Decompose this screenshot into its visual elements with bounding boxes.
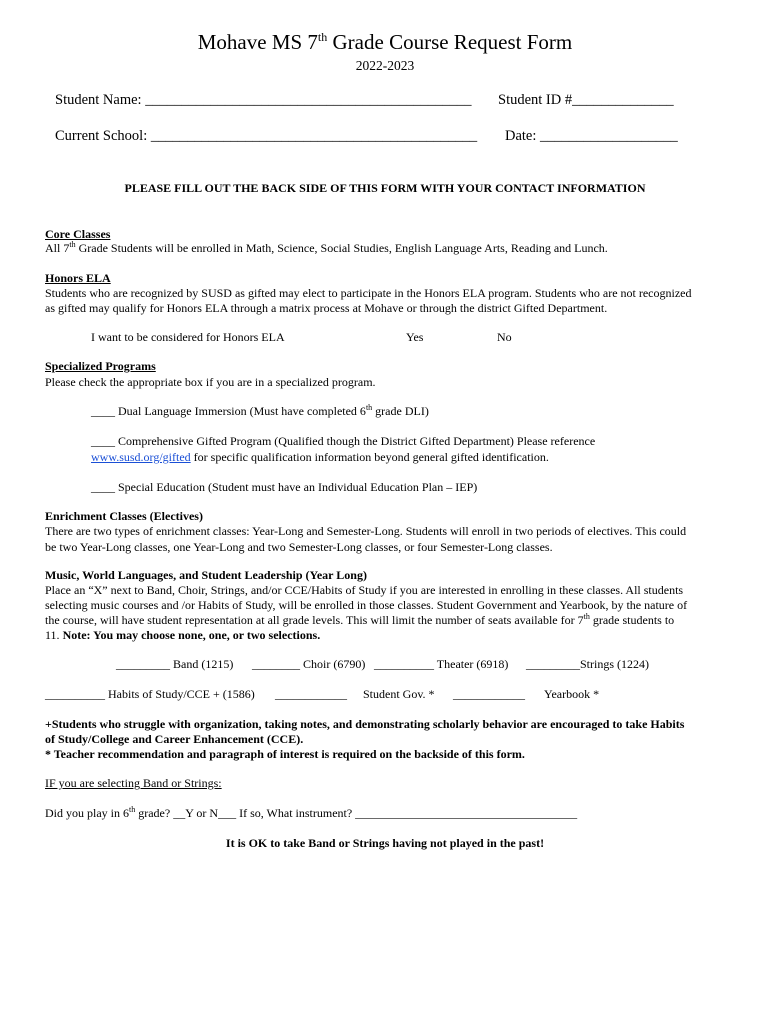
page-title	[0, 30, 770, 55]
habits-note-line1: +Students who struggle with organization, taking notes, and demonstrating scholarly behavior are encouraged to take Habits	[45, 717, 685, 731]
music-text-line3: the course, will have student representation at all grade levels. This will limit the number of seats available for 7th grade students to	[45, 612, 675, 627]
honors-no-option[interactable]: No	[497, 330, 512, 344]
honors-text-line1: Students who are recognized by SUSD as gifted may elect to participate in the Honors ELA program. Students who are not recognized	[45, 286, 692, 300]
music-text-line4: 11. Note: You may choose none, one, or two selections.	[45, 628, 321, 642]
band-choice[interactable]: _________ Band (1215)	[116, 657, 234, 671]
specialized-programs-heading: Specialized Programs	[45, 359, 156, 373]
gifted-option-line2: www.susd.org/gifted for specific qualification information beyond general gifted identification.	[91, 450, 549, 464]
student-gov-choice: Student Gov. *	[363, 687, 435, 701]
gifted-link[interactable]: www.susd.org/gifted	[91, 450, 191, 464]
teacher-recommendation-note: * Teacher recommendation and paragraph of interest is required on the backside of this form.	[45, 747, 525, 761]
music-text-line2: selecting music courses and /or Habits of Study, will be enrolled in those classes. Student Government and Yearbook, by the nature of	[45, 598, 688, 612]
dli-option[interactable]: ____ Dual Language Immersion (Must have completed 6th grade DLI)	[91, 403, 429, 418]
honors-ela-heading: Honors ELA	[45, 271, 111, 285]
back-side-notice: PLEASE FILL OUT THE BACK SIDE OF THIS FORM WITH YOUR CONTACT INFORMATION	[124, 181, 646, 195]
band-strings-heading: IF you are selecting Band or Strings:	[45, 776, 222, 790]
yearbook-choice: Yearbook *	[544, 687, 600, 701]
date-field[interactable]: Date: ___________________	[505, 128, 678, 144]
enrichment-text-line2: be two Year-Long classes, one Year-Long and two Semester-Long classes, or four Semester-Long classes.	[45, 540, 553, 554]
school-year: 2022-2023	[355, 58, 415, 73]
specialized-intro: Please check the appropriate box if you are in a specialized program.	[45, 375, 376, 389]
choir-choice[interactable]: ________ Choir (6790)	[252, 657, 366, 671]
music-heading: Music, World Languages, and Student Leadership (Year Long)	[45, 568, 367, 582]
habits-note-line2: of Study/College and Career Enhancement (CCE).	[45, 732, 304, 746]
title-suffix: Grade Course Request Form	[327, 30, 573, 54]
honors-text-line2: as gifted may qualify for Honors ELA through a matrix process at Mohave or through the district Gifted Department.	[45, 301, 608, 315]
habits-of-study-choice[interactable]: __________ Habits of Study/CCE + (1586)	[45, 687, 255, 701]
gifted-option[interactable]: ____ Comprehensive Gifted Program (Qualified though the District Gifted Department) Please reference	[91, 434, 596, 448]
instrument-question[interactable]: Did you play in 6th grade? __Y or N___ If so, What instrument? _____________________________________	[45, 805, 578, 820]
title-sup: th	[317, 30, 328, 44]
enrichment-text-line1: There are two types of enrichment classes: Year-Long and Semester-Long. Students will enroll in two periods of electives. This could	[45, 524, 687, 538]
special-education-option[interactable]: ____ Special Education (Student must have an Individual Education Plan – IEP)	[91, 480, 478, 494]
strings-choice[interactable]: _________Strings (1224)	[526, 657, 649, 671]
honors-yes-option[interactable]: Yes	[406, 330, 424, 344]
core-classes-heading: Core Classes	[45, 227, 111, 241]
enrichment-heading: Enrichment Classes (Electives)	[45, 509, 203, 523]
honors-question: I want to be considered for Honors ELA	[91, 330, 285, 344]
band-strings-ok-note: It is OK to take Band or Strings having not played in the past!	[225, 836, 545, 850]
student-id-field[interactable]: Student ID #______________	[498, 92, 674, 108]
current-school-field[interactable]: Current School: _____________________________________________	[55, 128, 478, 144]
music-text-line1: Place an “X” next to Band, Choir, Strings, and/or CCE/Habits of Study if you are interested in enrolling in these classes. All students	[45, 583, 684, 597]
core-classes-text: All 7th Grade Students will be enrolled in Math, Science, Social Studies, English Language Arts, Reading and Lunch.	[45, 240, 608, 255]
yearbook-blank[interactable]: ____________	[453, 687, 525, 701]
theater-choice[interactable]: __________ Theater (6918)	[374, 657, 509, 671]
title-prefix: Mohave MS 7	[197, 30, 318, 54]
student-gov-blank[interactable]: ____________	[275, 687, 347, 701]
student-name-field[interactable]: Student Name: _____________________________________________	[55, 92, 472, 108]
selection-note: Note: You may choose none, one, or two selections.	[62, 628, 321, 642]
